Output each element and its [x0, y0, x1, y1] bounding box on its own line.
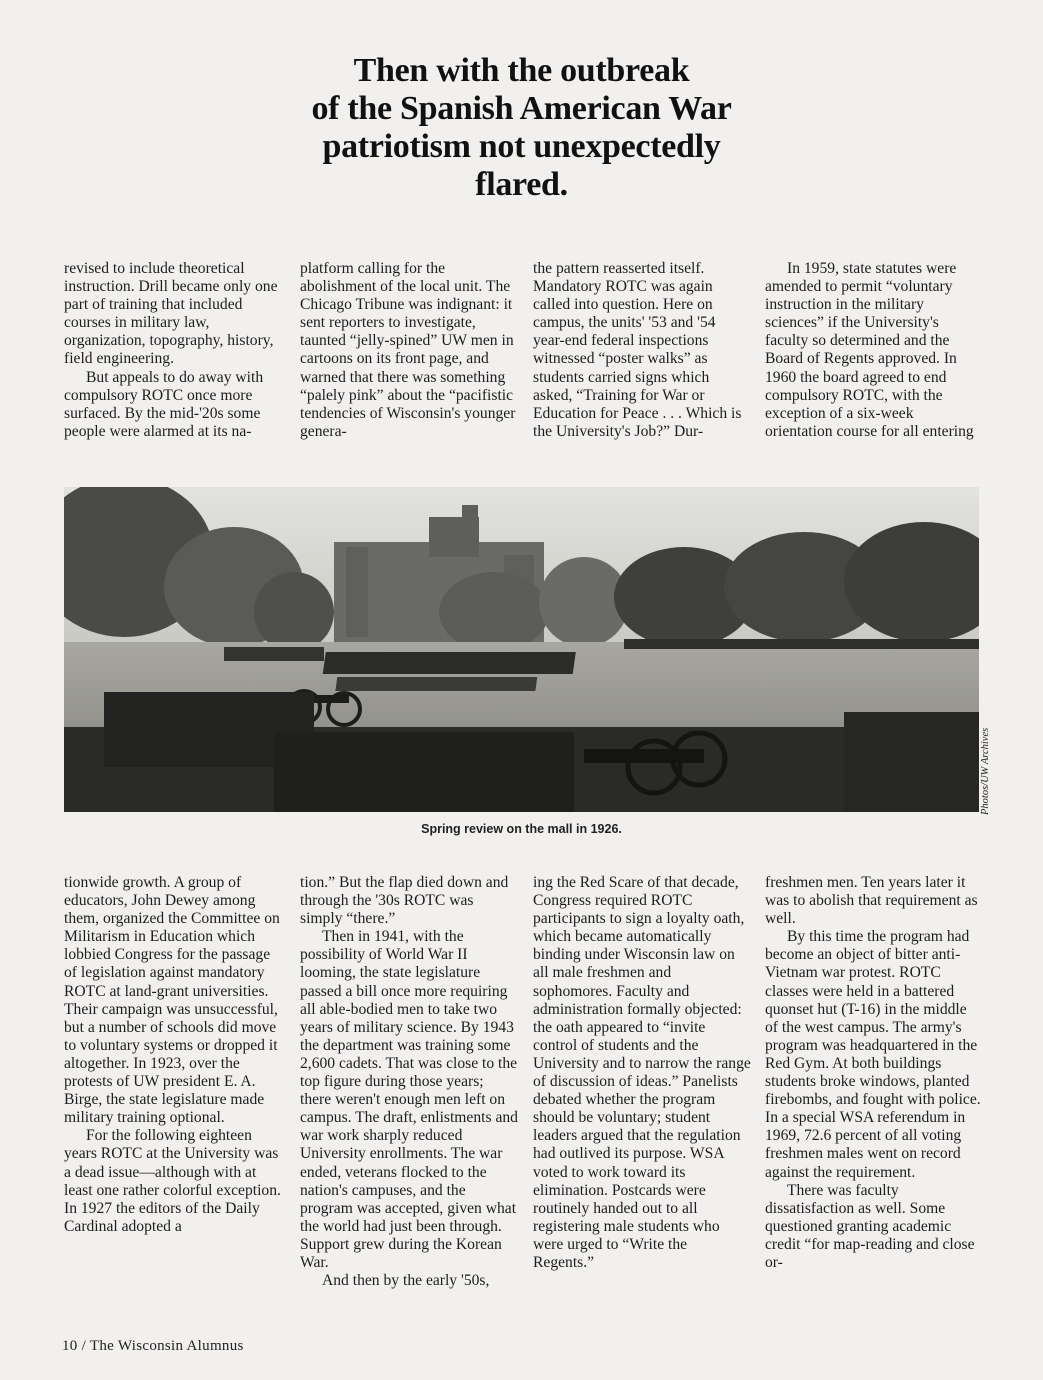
- paragraph: Then in 1941, with the possibility of World War II looming, the state legislature passed a bill once more requiring all able-bodied men to take two years of military science. By 1943 the department was training some 2,600 cadets. That was close to the top figure during those years; there weren't enough men left on campus. The draft, enlistments and war work sharply reduced University enrollments. The war ended, veterans flocked to the nation's campuses, and the program was accepted, given what the world had just been through. Support grew during the Korean War.: [300, 928, 518, 1271]
- photo-caption: Spring review on the mall in 1926.: [421, 822, 622, 836]
- paragraph: But appeals to do away with compulsory ROTC once more surfaced. By the mid-'20s some people were alarmed at its na-: [64, 368, 264, 440]
- page-footer: 10 / The Wisconsin Alumnus: [62, 1338, 244, 1354]
- paragraph: For the following eighteen years ROTC at the University was a dead issue—although with at least one rather colorful exception. In 1927 the editors of the Daily Cardinal adopted a: [64, 1127, 281, 1235]
- paragraph: tionwide growth. A group of educators, John Dewey among them, organized the Committee on Militarism in Education which lobbied Congress for the passage of legislation against mandatory ROTC at land-grant universities. Their campaign was unsuccessful, but a number of schools did move to voluntary systems or dropped it altogether. In 1923, over the protests of UW president E. A. Birge, the state legislature made military training optional.: [64, 874, 280, 1127]
- paragraph: And then by the early '50s,: [322, 1272, 490, 1290]
- paragraph: revised to include theoretical instruction. Drill became only one part of training that included courses in military law, organization, topography, history, field engineering.: [64, 260, 278, 368]
- paragraph: ing the Red Scare of that decade, Congress required ROTC participants to sign a loyalty oath, which became automatically binding under Wisconsin law on all male freshmen and sophomores. Faculty and administration formally objected: the oath appeared to “invite control of students and the University and to narrow the range of discussion of ideas.” Panelists debated whether the program should be voluntary; student leaders argued that the regulation had outlived its purpose. WSA voted to work toward its elimination. Postcards were routinely handed out to all registering male students who were urged to “Write the Regents.”: [533, 874, 751, 1271]
- paragraph: platform calling for the abolishment of the local unit. The Chicago Tribune was indignant: it sent reporters to investigate, taunted “jelly-spined” UW men in cartoons on its front page, and warned that there was something “palely pink” about the “pacifistic tendencies of Wisconsin's younger genera-: [300, 260, 516, 440]
- photo-credit-text: Photos/UW Archives: [980, 727, 991, 815]
- bottom-column-1: [64, 874, 282, 1314]
- photo-credit: [978, 715, 998, 815]
- photo-illustration: [64, 487, 979, 812]
- paragraph: tion.” But the flap died down and through the '30s ROTC was simply “there.”: [300, 874, 509, 928]
- top-column-2: [300, 260, 518, 445]
- bottom-column-2: [300, 874, 518, 1314]
- paragraph: freshmen men. Ten years later it was to abolish that requirement as well.: [765, 874, 978, 928]
- spring-review-photo: [64, 487, 979, 812]
- top-column-1: [64, 260, 282, 445]
- headline: [240, 52, 803, 204]
- headline-line-3: patriotism not unexpectedly: [322, 128, 721, 165]
- top-column-4: [765, 260, 983, 445]
- top-column-3: [533, 260, 751, 445]
- paragraph: In 1959, state statutes were amended to permit “voluntary instruction in the military sciences” if the University's faculty so determined and the Board of Regents approved. In 1960 the board agreed to end compulsory ROTC, with the exception of a six-week orientation course for all entering: [765, 260, 974, 440]
- paragraph: the pattern reasserted itself. Mandatory ROTC was again called into question. Here on campus, the units' '53 and '54 year-end federal inspections witnessed “poster walks” as students carried signs which asked, “Training for War or Education for Peace . . . Which is the University's Job?” Dur-: [533, 260, 742, 440]
- bottom-column-3: [533, 874, 751, 1314]
- headline-line-4: flared.: [475, 166, 568, 203]
- headline-line-1: Then with the outbreak: [353, 52, 690, 89]
- paragraph: There was faculty dissatisfaction as well. Some questioned granting academic credit “for map-reading and close or-: [765, 1181, 975, 1271]
- paragraph: By this time the program had become an object of bitter anti-Vietnam war protest. ROTC classes were held in a battered quonset hut (T-16) in the middle of the west campus. The army's program was headquartered in the Red Gym. At both buildings students broke windows, planted firebombs, and fought with police. In a special WSA referendum in 1969, 72.6 percent of all voting freshmen males went on record against the requirement.: [765, 928, 981, 1181]
- bottom-column-4: [765, 874, 983, 1314]
- headline-line-2: of the Spanish American War: [311, 90, 732, 127]
